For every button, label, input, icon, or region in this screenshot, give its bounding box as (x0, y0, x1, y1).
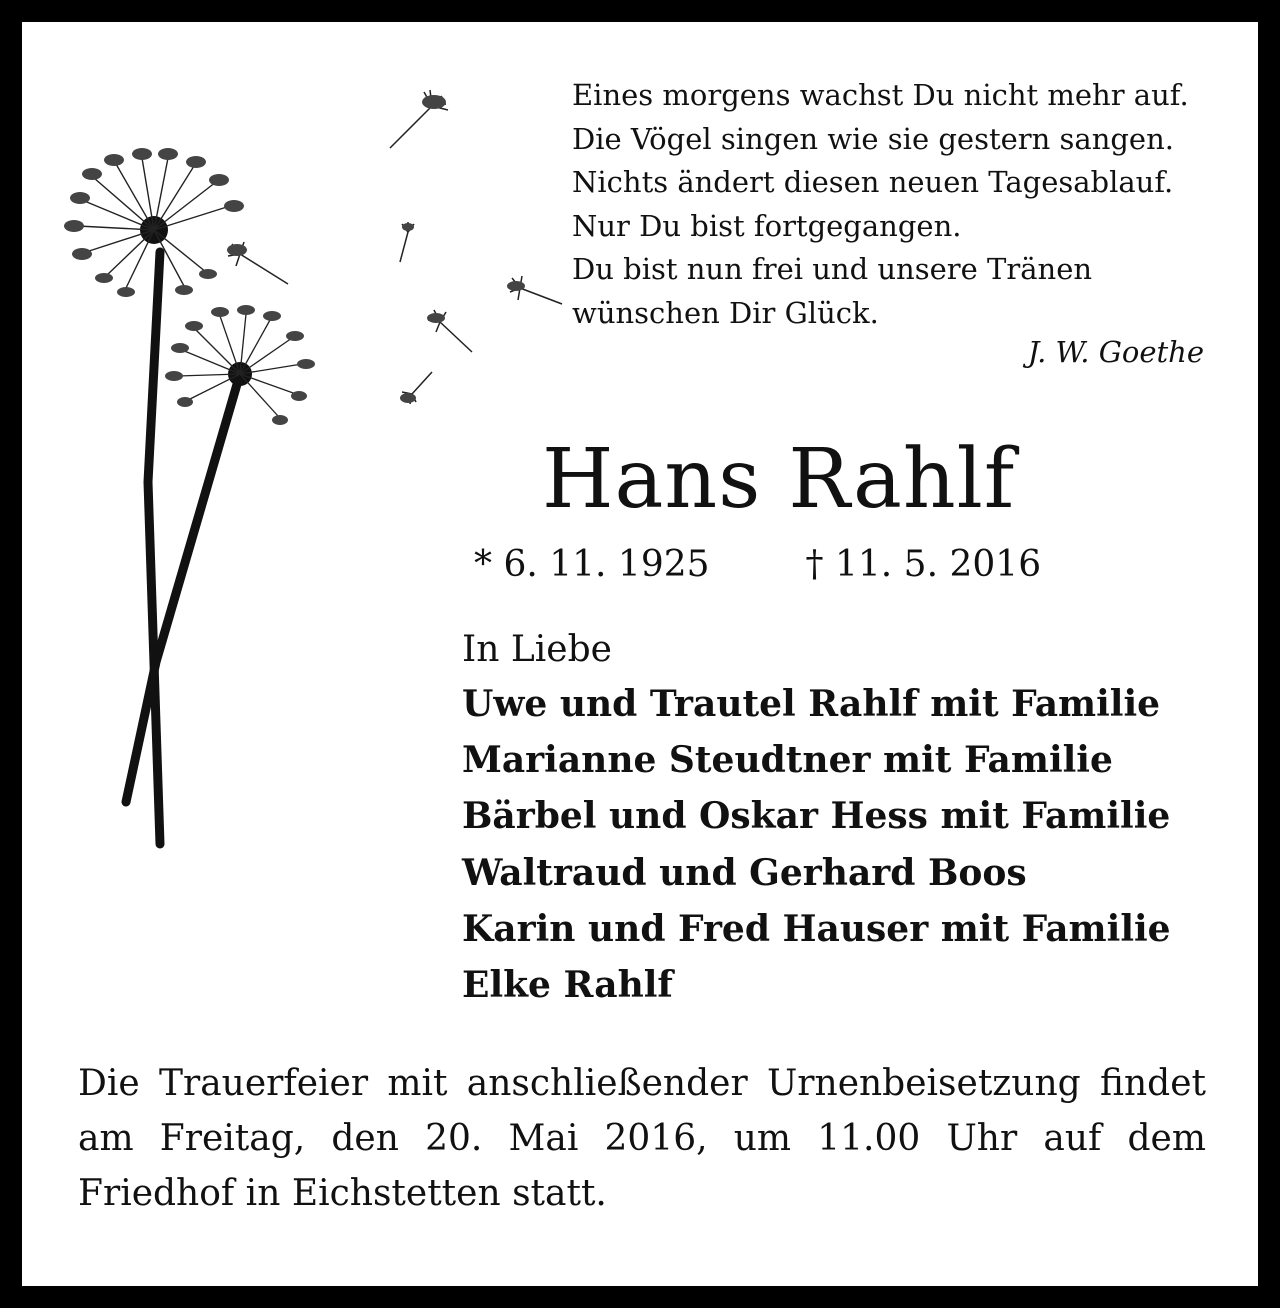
poem (572, 74, 1212, 335)
ceremony-notice: Die Trauerfeier mit anschließender Urnenbeisetzung findet am Freitag, den 20. Mai 2016, um 11.00 Uhr auf dem Friedhof in Eichstetten statt. (78, 1063, 1206, 1214)
mourners-intro: In Liebe (462, 629, 612, 670)
poem-line: Die Vögel singen wie sie gestern sangen. (572, 121, 1174, 156)
poem-line: Du bist nun frei und unsere Tränen (572, 252, 1093, 286)
mourner-entry: Elke Rahlf (462, 964, 673, 1007)
deceased-name: Hans Rahlf (542, 432, 1016, 527)
dandelion-head-large (64, 148, 244, 297)
dandelion-head-small (165, 305, 315, 425)
birth-date: * 6. 11. 1925 (474, 544, 710, 585)
mourner-entry: Uwe und Trautel Rahlf mit Familie (462, 683, 1161, 725)
mourner-entry: Bärbel und Oskar Hess mit Familie (462, 795, 1171, 838)
poem-line: Nur Du bist fortgegangen. (572, 208, 962, 243)
life-dates (474, 539, 1041, 591)
mourners-list (462, 676, 1171, 1013)
mourner-entry: Marianne Steudtner mit Familie (462, 739, 1113, 782)
poem-line: Eines morgens wachst Du nicht mehr auf. (572, 78, 1189, 112)
poem-line: wünschen Dir Glück. (572, 295, 879, 330)
death-date: † 11. 5. 2016 (805, 544, 1042, 585)
poem-line: Nichts ändert diesen neuen Tagesablauf. (572, 165, 1174, 199)
poem-author: J. W. Goethe (1027, 335, 1204, 369)
mourner-entry: Waltraud und Gerhard Boos (462, 851, 1027, 894)
mourner-entry: Karin und Fred Hauser mit Familie (462, 907, 1171, 950)
obituary-card (22, 22, 1258, 1286)
flying-seeds (228, 90, 562, 404)
